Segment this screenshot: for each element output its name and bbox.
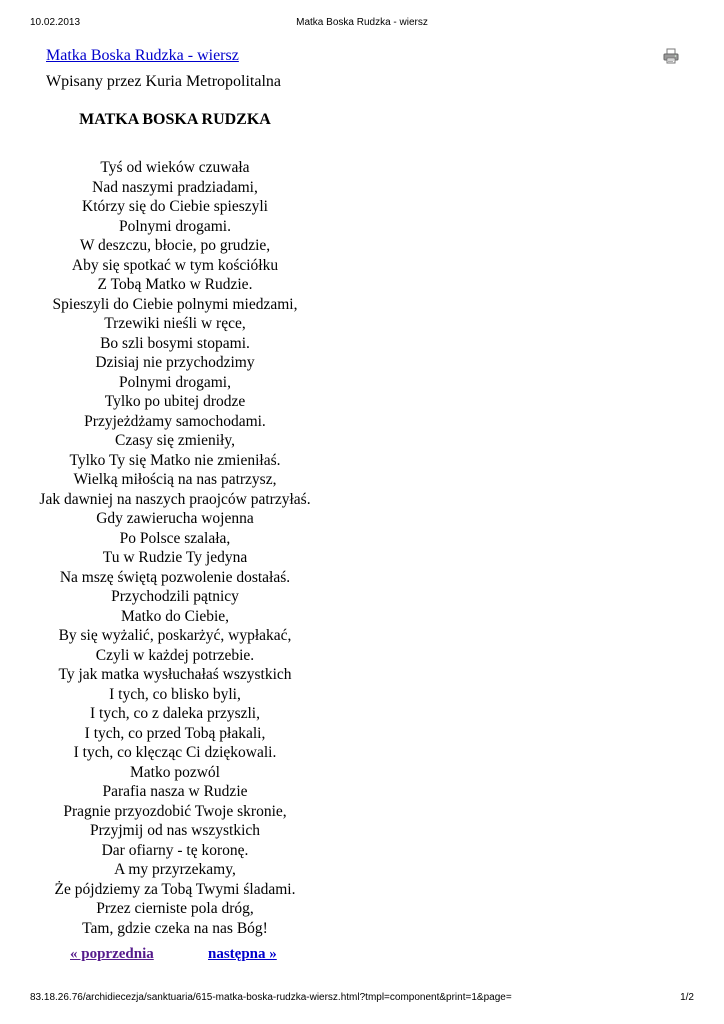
poem-line: Tam, gdzie czeka na nas Bóg! (82, 919, 268, 937)
poem-line: Tyś od wieków czuwała (100, 159, 250, 176)
poem-line: Matko do Ciebie, (120, 607, 230, 625)
poem-line: Przez cierniste pola dróg, (96, 900, 254, 917)
poem-line: Wielką miłością na nas patrzysz, (73, 471, 277, 488)
poem-line: Aby się spotkać w tym kościółku (71, 256, 279, 274)
poem-line: Tylko Ty się Matko nie zmieniłaś. (69, 451, 281, 469)
poem-title: MATKA BOSKA RUDZKA (79, 111, 271, 128)
poem-lines (0, 158, 350, 938)
poem-line: A my przyrzekamy, (114, 861, 236, 878)
print-header (0, 17, 724, 31)
poem-line: I tych, co przed Tobą płakali, (84, 724, 266, 742)
poem-line: Przyjmij od nas wszystkich (89, 822, 261, 839)
poem-line: Przychodzili pątnicy (111, 588, 239, 605)
next-link[interactable]: następna » (208, 946, 277, 962)
poem-line: Parafia nasza w Rudzie (102, 783, 248, 800)
poem-line: Na mszę świętą pozwolenie dostałaś. (59, 568, 291, 586)
poem-line: I tych, co blisko byli, (109, 685, 241, 703)
poem-line: By się wyżalić, poskarżyć, wypłakać, (58, 627, 292, 644)
poem-line: Przyjeżdżamy samochodami. (84, 412, 266, 430)
poem-line: Tu w Rudzie Ty jedyna (102, 549, 248, 566)
poem-line: Jak dawniej na naszych praojców patrzyłaś. (39, 490, 311, 508)
poem-line: W deszczu, błocie, po grudzie, (79, 237, 271, 254)
poem-line: Spieszyli do Ciebie polnymi miedzami, (52, 295, 298, 313)
poem-line: Trzewiki nieśli w ręce, (104, 315, 246, 332)
poem (0, 110, 350, 938)
poem-line: Bo szli bosymi stopami. (100, 334, 250, 352)
poem-line: Czasy się zmieniły, (115, 432, 235, 449)
poem-line: Po Polsce szalała, (119, 529, 231, 547)
print-date: 10.02.2013 (30, 17, 81, 28)
poem-line: Pragnie przyozdobić Twoje skronie, (63, 802, 287, 820)
poem-line: Gdy zawierucha wojenna (96, 510, 254, 527)
poem-line: I tych, co klęcząc Ci dziękowali. (73, 744, 277, 761)
print-document-title: Matka Boska Rudzka - wiersz (296, 17, 428, 28)
poem-line: Że pójdziemy za Tobą Twymi śladami. (54, 880, 296, 898)
poem-line: Polnymi drogami, (119, 373, 231, 391)
article-title-link[interactable]: Matka Boska Rudzka - wiersz (46, 47, 239, 64)
previous-link[interactable]: « poprzednia (70, 946, 154, 962)
author-line: Wpisany przez Kuria Metropolitalna (46, 73, 282, 90)
poem-line: Polnymi drogami. (119, 217, 231, 235)
poem-line: Matko pozwól (130, 763, 220, 781)
poem-line: Czyli w każdej potrzebie. (95, 646, 255, 664)
page-number: 1/2 (680, 992, 694, 1003)
poem-line: Nad naszymi pradziadami, (92, 178, 258, 196)
poem-line: Ty jak matka wysłuchałaś wszystkich (58, 666, 292, 683)
printer-icon[interactable] (663, 48, 679, 64)
poem-line: Którzy się do Ciebie spieszyli (82, 198, 268, 215)
poem-line: Dar ofiarny - tę koronę. (101, 841, 249, 859)
poem-line: Tylko po ubitej drodze (104, 393, 246, 410)
poem-line: Z Tobą Matko w Rudzie. (97, 276, 253, 293)
print-url: 83.18.26.76/archidiecezja/sanktuaria/615-matka-boska-rudzka-wiersz.html?tmpl=component&print=1&page= (30, 992, 512, 1003)
poem-line: I tych, co z daleka przyszli, (90, 705, 260, 722)
print-footer (0, 992, 724, 1006)
poem-line: Dzisiaj nie przychodzimy (95, 354, 255, 371)
